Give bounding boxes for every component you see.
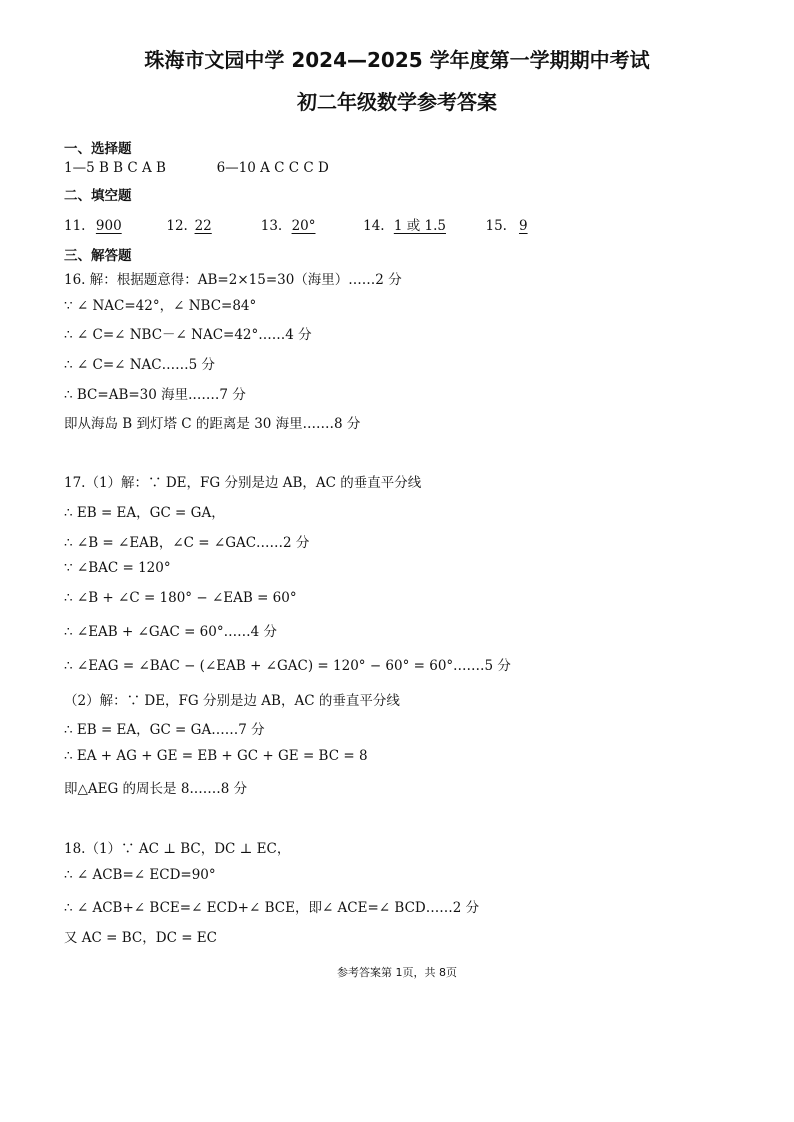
section-heading-choice: 一、选择题 — [64, 141, 132, 157]
solution-line: ∴ ∠EAG = ∠BAC − (∠EAB + ∠GAC) = 120° − 60° = 60°.……5 分 — [64, 658, 511, 674]
fill-ans-15: 9 — [518, 218, 528, 234]
solution-line: 即△AEG 的周长是 8.……8 分 — [64, 781, 248, 797]
page-footer: 参考答案第 1页，共 8页 — [337, 966, 457, 979]
solution-line: 17.（1）解：∵ DE，FG 分别是边 AB，AC 的垂直平分线 — [64, 475, 422, 491]
solution-line: ∴ ∠ ACB=∠ ECD=90° — [64, 867, 216, 883]
solution-line: （2）解：∵ DE，FG 分别是边 AB，AC 的垂直平分线 — [64, 693, 400, 709]
solution-line: ∴ EB = EA，GC = GA， — [64, 505, 225, 521]
fill-num-11: 11. — [64, 218, 86, 234]
solution-line: ∴ ∠EAB + ∠GAC = 60°……4 分 — [64, 624, 277, 640]
solution-line: ∴ ∠B = ∠EAB，∠C = ∠GAC……2 分 — [64, 535, 310, 551]
fill-ans-14: 1 或 1.5 — [393, 218, 446, 234]
fill-num-13: 13. — [260, 218, 283, 234]
solution-line: ∴ ∠ C=∠ NAC……5 分 — [64, 357, 215, 373]
solution-line: ∴ EB = EA，GC = GA……7 分 — [64, 722, 265, 738]
fill-num-12: 12. — [166, 218, 188, 234]
fill-ans-11: 900 — [95, 218, 122, 234]
fill-ans-12: 22 — [194, 218, 212, 234]
section-heading-fill: 二、填空题 — [64, 188, 132, 204]
solution-line: ∵ ∠ NAC=42°，∠ NBC=84° — [64, 298, 257, 314]
solution-line: 18.（1）∵ AC ⊥ BC，DC ⊥ EC， — [64, 841, 291, 857]
fill-ans-13: 20° — [291, 218, 316, 234]
solution-line: ∴ ∠ ACB+∠ BCE=∠ ECD+∠ BCE，即∠ ACE=∠ BCD……2 分 — [64, 900, 480, 916]
solution-line: 即从海岛 B 到灯塔 C 的距离是 30 海里.……8 分 — [64, 416, 361, 432]
solution-line: ∴ ∠ C=∠ NBC－∠ NAC=42°……4 分 — [64, 327, 312, 343]
fill-num-14: 14. — [363, 218, 385, 234]
solution-line: ∴ BC=AB=30 海里.……7 分 — [64, 387, 246, 403]
solution-line: ∵ ∠BAC = 120° — [64, 560, 171, 576]
solution-line: 又 AC = BC，DC = EC — [64, 930, 217, 946]
choice-answers-6-10: 6—10 A C C C D — [216, 160, 329, 176]
section-heading-solve: 三、解答题 — [64, 248, 132, 264]
document-title: 珠海市文园中学 2024—2025 学年度第一学期期中考试 — [144, 48, 650, 72]
fill-num-15: 15. — [485, 218, 507, 234]
solution-line: ∴ ∠B + ∠C = 180° − ∠EAB = 60° — [64, 590, 297, 606]
choice-answers — [64, 160, 329, 176]
solution-line: ∴ EA + AG + GE = EB + GC + GE = BC = 8 — [64, 748, 368, 764]
fill-answers — [64, 214, 535, 234]
choice-answers-1-5: 1—5 B B C A B — [64, 160, 166, 176]
solution-line: 16. 解：根据题意得：AB=2×15=30（海里）……2 分 — [64, 272, 402, 288]
document-subtitle: 初二年级数学参考答案 — [297, 90, 497, 114]
